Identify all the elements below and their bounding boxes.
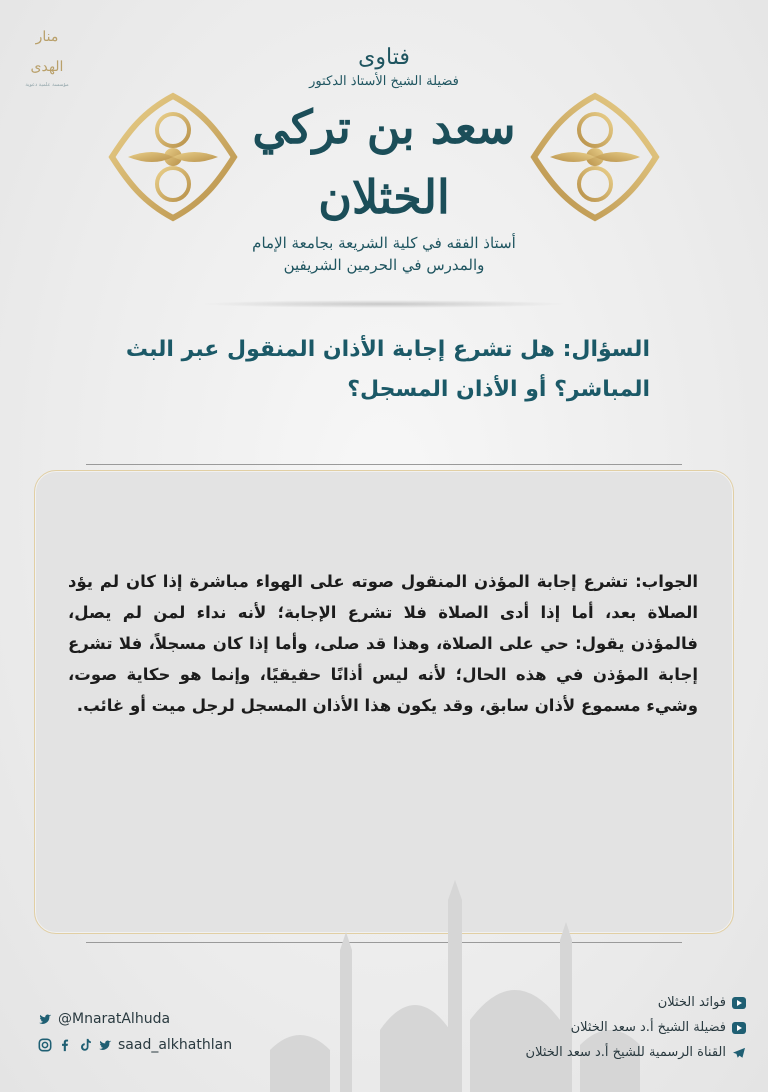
social-handle: saad_alkhathlan <box>118 1037 233 1053</box>
instagram-icon[interactable] <box>38 1038 52 1052</box>
logo-subtitle: مؤسسة علمية دعوية <box>25 82 69 88</box>
tiktok-icon[interactable] <box>78 1038 92 1052</box>
youtube-icon <box>732 1022 746 1034</box>
channel-label-2: فضيلة الشيخ أ.د سعد الخثلان <box>570 1020 726 1035</box>
divider-top <box>86 464 682 465</box>
sheikh-name: سعد بن تركي الخثلان <box>252 100 516 224</box>
channel-row-2[interactable] <box>478 1015 746 1040</box>
header-title-line1: أستاذ الفقه في كلية الشريعة بجامعة الإمام <box>252 234 516 252</box>
twitter-icon <box>38 1012 52 1026</box>
footer-social-left <box>38 1006 232 1058</box>
header-fatawa: فتاوى <box>358 45 410 70</box>
youtube-icon <box>732 997 746 1009</box>
channel-row-3[interactable] <box>478 1040 746 1065</box>
header-honorific: فضيلة الشيخ الأستاذ الدكتور <box>309 74 459 89</box>
header-title-line2: والمدرس في الحرمين الشريفين <box>283 256 485 274</box>
logo <box>18 22 76 88</box>
twitter-icon[interactable] <box>98 1038 112 1052</box>
twitter-handle: @MnaratAlhuda <box>58 1011 171 1027</box>
telegram-icon <box>732 1047 746 1059</box>
channel-label-3: القناة الرسمية للشيخ أ.د سعد الخثلان <box>525 1045 726 1060</box>
channel-label-1: فوائد الخثلان <box>657 995 726 1010</box>
header <box>210 40 558 276</box>
answer-text: الجواب: تشرع إجابة المؤذن المنقول صوته على الهواء مباشرة إذا كان لم يؤد الصلاة بعد، أما إذا أدى الصلاة فلا تشرع الإجابة؛ لأنه نداء لمن لم يصل، فالمؤذن يقول: حي على الصلاة، وهذا قد صلى، وأما إذا كان مسجلاً، فلا تشرع إجابة المؤذن في هذه الحال؛ لأنه ليس أذانًا حقيقيًا، وإنما هو حكاية صوت، وشيء مسموع لأذان سابق، وقد يكون هذا الأذان المسجل لرجل ميت أو غائب. <box>68 572 698 715</box>
footer-social-row[interactable] <box>38 1032 232 1058</box>
header-divider-shadow <box>200 300 568 308</box>
question-text: السؤال: هل تشرع إجابة الأذان المنقول عبر البث المباشر؟ أو الأذان المسجل؟ <box>125 337 650 402</box>
footer-channels <box>478 990 746 1065</box>
facebook-icon[interactable] <box>58 1038 72 1052</box>
logo-mark: منار الهدى <box>30 29 64 75</box>
channel-row-1[interactable] <box>478 990 746 1015</box>
footer-twitter-row[interactable] <box>38 1006 232 1032</box>
